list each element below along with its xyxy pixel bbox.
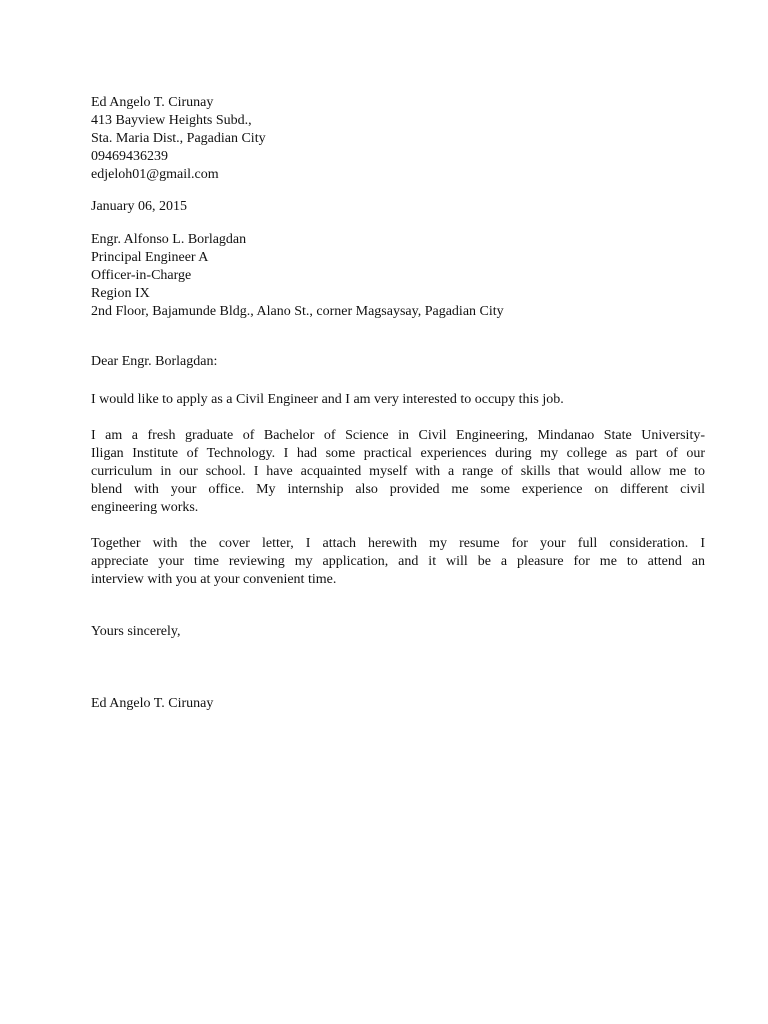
paragraph-line: Together with the cover letter, I attach herewith my resume for your full consideration. I — [91, 536, 705, 551]
sender-email: edjeloh01@gmail.com — [91, 167, 219, 182]
salutation: Dear Engr. Borlagdan: — [91, 354, 218, 369]
recipient-role: Officer-in-Charge — [91, 268, 192, 283]
paragraph-line: blend with your office. My internship also provided me some experience on different civil — [91, 482, 705, 497]
recipient-address: 2nd Floor, Bajamunde Bldg., Alano St., corner Magsaysay, Pagadian City — [91, 304, 504, 319]
letter-date: January 06, 2015 — [91, 199, 188, 214]
letter-date-block — [91, 198, 705, 216]
body-paragraph-1 — [91, 391, 705, 409]
sender-name: Ed Angelo T. Cirunay — [91, 95, 214, 110]
body-paragraph-2 — [91, 427, 705, 517]
sender-block — [91, 94, 705, 184]
recipient-name: Engr. Alfonso L. Borlagdan — [91, 232, 247, 247]
paragraph-line: I am a fresh graduate of Bachelor of Science in Civil Engineering, Mindanao State University- — [91, 428, 705, 443]
recipient-region: Region IX — [91, 286, 150, 301]
paragraph-line: curriculum in our school. I have acquainted myself with a range of skills that would allow me to — [91, 464, 705, 479]
signature-name: Ed Angelo T. Cirunay — [91, 696, 214, 711]
body-paragraph-3 — [91, 535, 705, 589]
sender-address-line2: Sta. Maria Dist., Pagadian City — [91, 131, 266, 146]
recipient-block — [91, 231, 705, 321]
salutation-block — [91, 353, 705, 371]
closing-block — [91, 623, 705, 641]
sender-address-line1: 413 Bayview Heights Subd., — [91, 113, 252, 128]
paragraph-line: Iligan Institute of Technology. I had some practical experiences during my college as part of our — [91, 446, 705, 461]
signature-block — [91, 695, 705, 713]
sender-phone: 09469436239 — [91, 149, 168, 164]
recipient-position: Principal Engineer A — [91, 250, 209, 265]
closing: Yours sincerely, — [91, 624, 181, 639]
paragraph-line: interview with you at your convenient time. — [91, 572, 337, 587]
paragraph-line: engineering works. — [91, 500, 199, 515]
paragraph-line: appreciate your time reviewing my application, and it will be a pleasure for me to attend an — [91, 554, 705, 569]
paragraph-text: I would like to apply as a Civil Engineer and I am very interested to occupy this job. — [91, 392, 564, 407]
